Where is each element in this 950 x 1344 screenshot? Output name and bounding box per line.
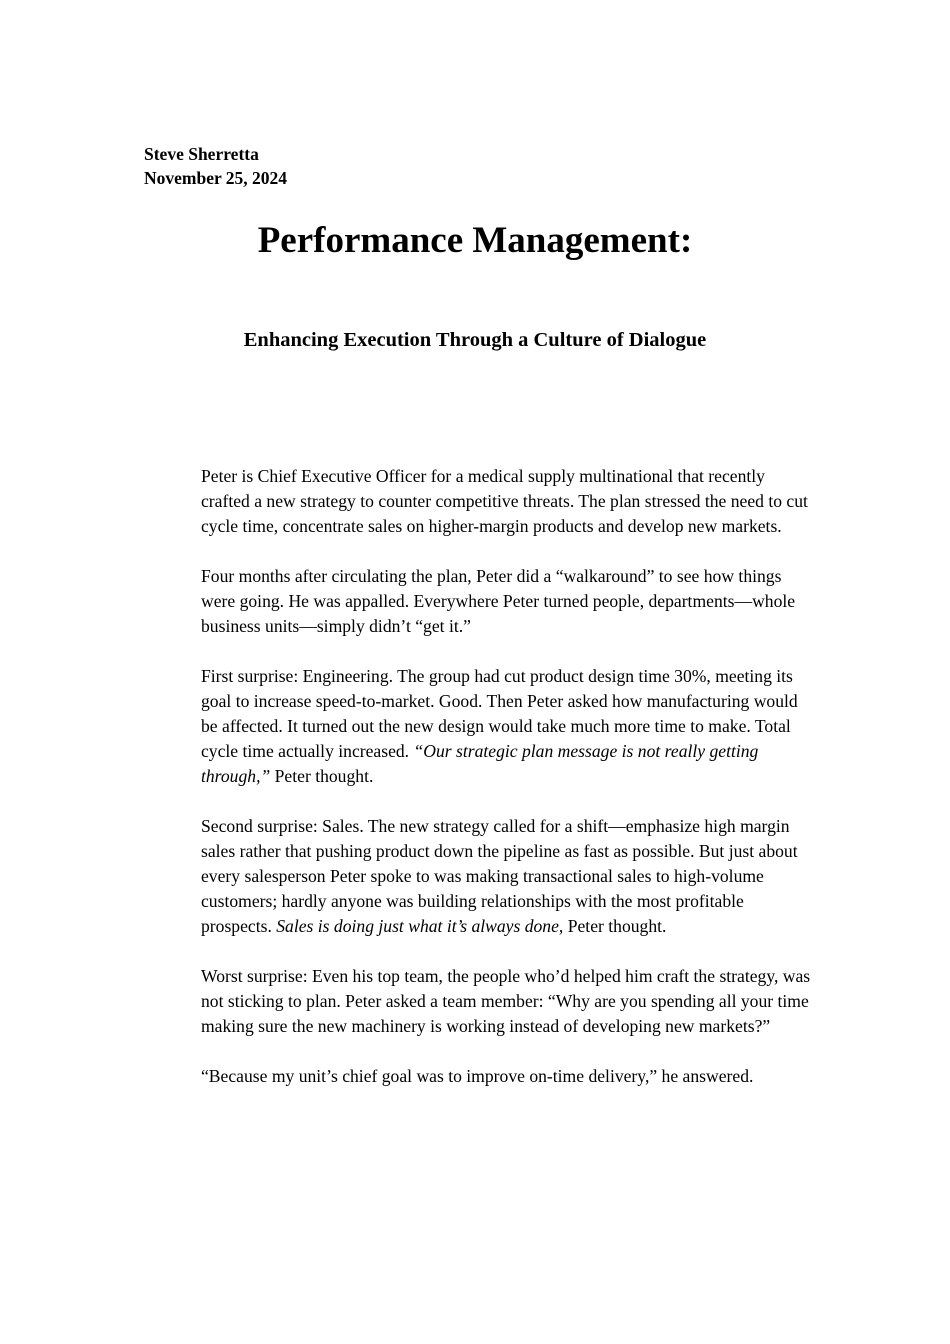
paragraph-1-text: Peter is Chief Executive Officer for a medical supply multinational that recently crafted a new strategy to counter competitive threats. The plan stressed the need to cut cycle time, concentrate sales on higher-margin products and develop new markets. — [201, 466, 808, 536]
paragraph-5 — [201, 964, 813, 1039]
paragraph-1 — [201, 464, 813, 539]
document-date: November 25, 2024 — [144, 168, 288, 188]
paragraph-3 — [201, 664, 813, 789]
paragraph-6 — [201, 1064, 813, 1089]
paragraph-4-text-after: Peter thought. — [563, 916, 667, 936]
paragraph-5-text: Worst surprise: Even his top team, the people who’d helped him craft the strategy, was not sticking to plan. Peter asked a team member: “Why are you spending all your time making sure the new machinery is working instead of developing new markets?” — [201, 966, 811, 1036]
paragraph-3-text-before: First surprise: Engineering. The group had cut product design time 30%, meeting its goal to increase speed-to-market. Good. Then Peter asked how manufacturing would be affected. It turned out the new design would take much more time to make. Total cycle time actually increased. — [201, 666, 798, 761]
page-title: Performance Management: — [257, 220, 693, 261]
document-body — [201, 464, 813, 1089]
paragraph-3-italic-quote: “Our strategic plan message is not really getting through,” — [201, 741, 759, 786]
paragraph-6-text: “Because my unit’s chief goal was to improve on-time delivery,” he answered. — [201, 1066, 754, 1086]
author-name: Steve Sherretta — [144, 144, 259, 164]
paragraph-4-italic-thought: Sales is doing just what it’s always done, — [276, 916, 564, 936]
page-subtitle: Enhancing Execution Through a Culture of Dialogue — [243, 329, 707, 351]
paragraph-4-text-before: Second surprise: Sales. The new strategy called for a shift—emphasize high margin sales rather that pushing product down the pipeline as fast as possible. But just about every salesperson Peter spoke to was making transactional sales to high-volume customers; hardly anyone was building relationships with the most profitable prospects. — [201, 816, 798, 936]
paragraph-2 — [201, 564, 813, 639]
paragraph-4 — [201, 814, 813, 939]
paragraph-2-text: Four months after circulating the plan, Peter did a “walkaround” to see how things were going. He was appalled. Everywhere Peter turned people, departments—whole business units—simply didn’t “get it.” — [201, 566, 796, 636]
paragraph-3-text-after: Peter thought. — [270, 766, 374, 786]
document-header — [144, 142, 287, 190]
